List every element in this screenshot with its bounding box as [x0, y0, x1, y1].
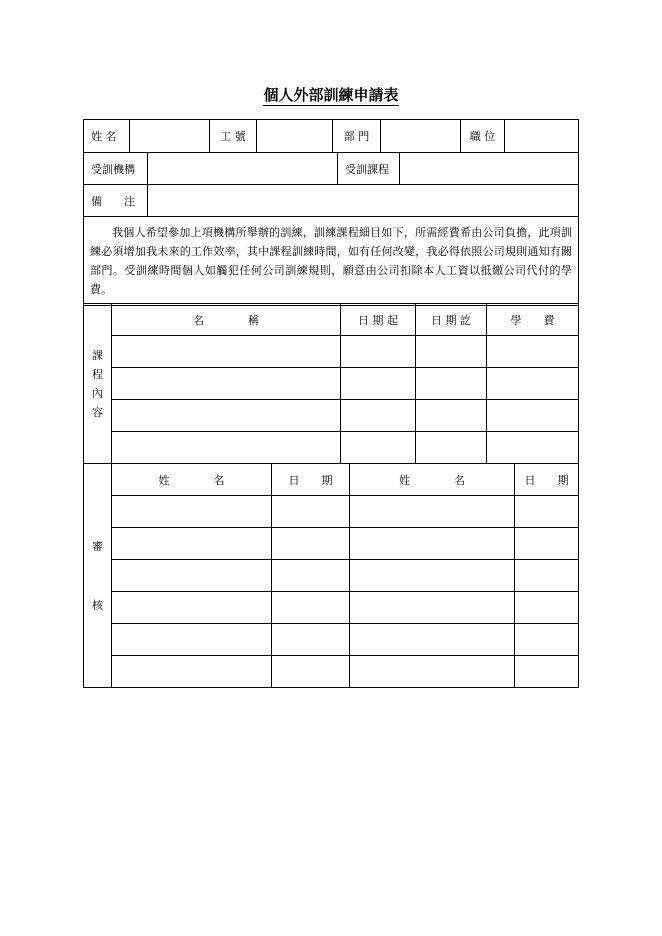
review-row [84, 496, 579, 528]
review-header-name: 姓 名 [112, 464, 272, 496]
review-name-cell[interactable] [350, 656, 515, 688]
course-start-cell[interactable] [341, 336, 416, 368]
institution-table [83, 152, 579, 306]
position-label: 職 位 [461, 120, 505, 153]
employee-id-label: 工 號 [210, 120, 257, 153]
name-label: 姓 名 [84, 120, 130, 153]
course-label-char: 容 [92, 405, 103, 419]
review-name-cell[interactable] [350, 592, 515, 624]
course-end-cell[interactable] [416, 336, 487, 368]
course-header-fee: 學 費 [487, 304, 579, 336]
course-start-cell[interactable] [341, 400, 416, 432]
review-row [84, 592, 579, 624]
review-row [84, 624, 579, 656]
review-table [83, 463, 579, 688]
remarks-label: 備 注 [84, 185, 148, 217]
review-header-name-2: 姓 名 [350, 464, 515, 496]
review-date-cell[interactable] [515, 592, 579, 624]
course-table [83, 303, 579, 464]
form-title [0, 84, 662, 105]
course-end-cell[interactable] [416, 368, 487, 400]
department-label: 部 門 [333, 120, 381, 153]
course-end-cell[interactable] [416, 432, 487, 464]
course-section-label [84, 304, 112, 464]
course-end-cell[interactable] [416, 400, 487, 432]
review-row [84, 656, 579, 688]
course-name-cell[interactable] [112, 368, 341, 400]
review-date-cell[interactable] [515, 656, 579, 688]
course-fee-cell[interactable] [487, 432, 579, 464]
review-header-date-2: 日 期 [515, 464, 579, 496]
review-date-cell[interactable] [272, 592, 350, 624]
department-field[interactable] [381, 120, 461, 153]
name-field[interactable] [130, 120, 210, 153]
review-name-cell[interactable] [112, 592, 272, 624]
course-fee-cell[interactable] [487, 400, 579, 432]
course-start-cell[interactable] [341, 368, 416, 400]
course-row [84, 400, 579, 432]
review-date-cell[interactable] [515, 496, 579, 528]
course-header-end-date: 日 期 訖 [416, 304, 487, 336]
course-label-char: 內 [92, 386, 103, 400]
review-date-cell[interactable] [515, 528, 579, 560]
review-name-cell[interactable] [112, 528, 272, 560]
review-row [84, 560, 579, 592]
course-header-name: 名 稱 [112, 304, 341, 336]
review-name-cell[interactable] [350, 624, 515, 656]
course-fee-cell[interactable] [487, 336, 579, 368]
review-date-cell[interactable] [272, 624, 350, 656]
course-label-char: 課 [92, 348, 103, 362]
review-name-cell[interactable] [112, 656, 272, 688]
employee-id-field[interactable] [257, 120, 333, 153]
review-name-cell[interactable] [350, 528, 515, 560]
remarks-field[interactable] [148, 185, 579, 217]
review-name-cell[interactable] [350, 496, 515, 528]
review-date-cell[interactable] [515, 560, 579, 592]
course-header-start-date: 日 期 起 [341, 304, 416, 336]
course-start-cell[interactable] [341, 432, 416, 464]
review-header-date: 日 期 [272, 464, 350, 496]
review-date-cell[interactable] [272, 528, 350, 560]
course-row [84, 432, 579, 464]
course-field[interactable] [400, 153, 579, 185]
statement-text: 我個人希望參加上項機構所舉辦的訓練，訓練課程細目如下，所需經費希由公司負擔，此項訓練必須增加我未來的工作效率，其中課程訓練時間，如有任何改變，我必得依照公司規則通知有關部門。受訓練時間個人如觸犯任何公司訓練規則，願意由公司扣除本人工資以抵繳公司代付的學費。 [90, 226, 572, 296]
course-name-cell[interactable] [112, 336, 341, 368]
position-field[interactable] [505, 120, 579, 153]
review-name-cell[interactable] [112, 560, 272, 592]
review-name-cell[interactable] [112, 624, 272, 656]
review-name-cell[interactable] [350, 560, 515, 592]
review-label-char: 核 [92, 598, 103, 612]
course-name-cell[interactable] [112, 400, 341, 432]
review-section-label [84, 464, 112, 688]
course-fee-cell[interactable] [487, 368, 579, 400]
review-name-cell[interactable] [112, 496, 272, 528]
institution-field[interactable] [148, 153, 338, 185]
course-name-cell[interactable] [112, 432, 341, 464]
statement-cell [84, 217, 579, 306]
form-title-text: 個人外部訓練申請表 [263, 86, 399, 104]
review-date-cell[interactable] [272, 656, 350, 688]
review-row [84, 528, 579, 560]
institution-label: 受訓機構 [84, 153, 148, 185]
course-label: 受訓課程 [338, 153, 400, 185]
course-row [84, 336, 579, 368]
course-row [84, 368, 579, 400]
basic-info-table [83, 119, 579, 153]
review-date-cell[interactable] [515, 624, 579, 656]
course-label-char: 程 [92, 367, 103, 381]
review-label-char: 審 [92, 539, 103, 553]
review-date-cell[interactable] [272, 496, 350, 528]
review-date-cell[interactable] [272, 560, 350, 592]
